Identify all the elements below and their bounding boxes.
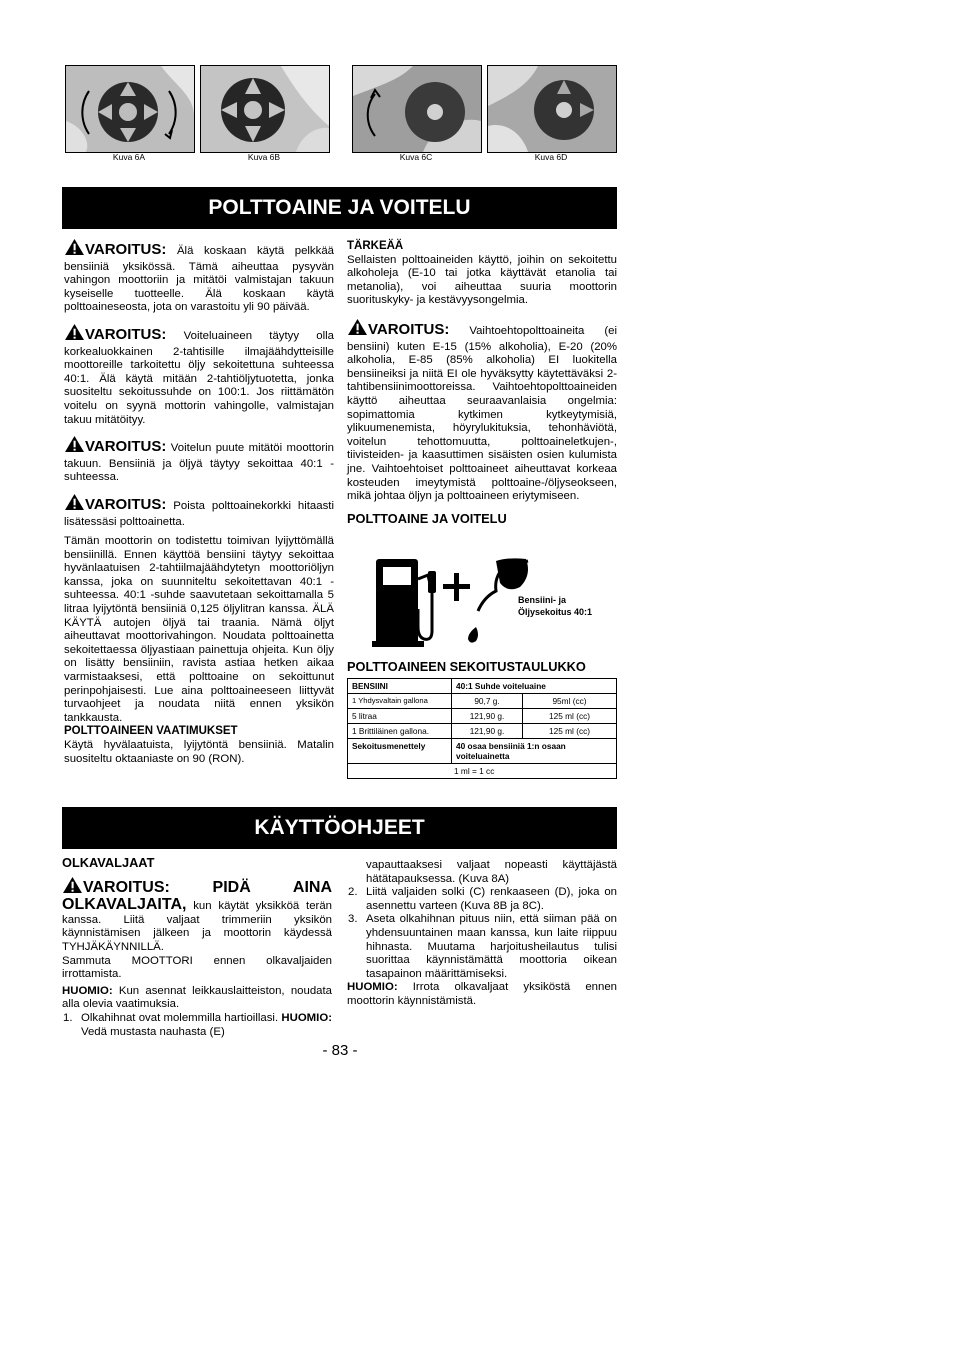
mix-label-line: Bensiini- ja — [518, 595, 567, 605]
figure-6d-photo — [487, 65, 617, 153]
mix-label — [518, 595, 592, 618]
table-cell: 125 ml (cc) — [523, 709, 617, 724]
figure-6b-photo — [200, 65, 330, 153]
table-header-cell: BENSIINI — [348, 679, 452, 694]
table-header-row — [348, 679, 617, 694]
figure-caption: Kuva 6A — [112, 152, 146, 162]
warning-text: Vaihtoehtopolttoaineita (ei bensiini) kuten E-15 (15% alkoholia), E-20 (20% alkoholia, E-85 (85% alkoholia) EI luokitella bensiineiksi ja niitä EI ole hyväksytty käytettäväksi 2-tahtibensiinimoottoreissa. Vaihtoehtopolttoaineiden käyttö aiheuttaa seuraavanlaisia ongelmia: sopimattomia kytkimen kytkeytymisiä, ylikuumenemista, höyrylukituksia, tehonhäviötä, voitelun tehottomuutta, polttoaineletkujen-, tiivisteiden- ja kaasuttimen sisäisten osien kulumista jne. Vaihtoehtoiset polttoaineet aiheuttavat korkeaa kosteuden imeytymistä polttoaine-/öljyseokseen, mikä johtaa öljyn ja polttoaineen eriytymiseen. — [347, 324, 617, 503]
important-text: Sellaisten polttoaineiden käyttö, joihin on sekoitettu alkoholeja (E-10 tai jotka käyttävät etanolia tai metanolia), voi aiheuttaa suuria moottorin suorituskyky- ja kestävyysongelmia. — [347, 253, 617, 307]
warning-label: VAROITUS: — [85, 438, 167, 456]
warning-triangle-icon — [347, 318, 368, 341]
figure-caption: Kuva 6C — [399, 152, 433, 162]
warning-triangle-icon — [64, 493, 85, 516]
list-item — [347, 886, 617, 913]
warning-text: Älä koskaan käytä pelkkää bensiiniä yksikössä. Tämä aiheuttaa pysyvän vahingon moottoriin ja mitätöi valmistajan takuun kyseiselle tuotteelle. Älä koskaan käytä polttoaineseosta, jota on varastoitu yli 90 päivää. — [64, 245, 334, 314]
fuel-lubrication-heading: POLTTOAINE JA VOITELU — [347, 510, 507, 526]
table-header-cell: 40:1 Suhde voiteluaine — [452, 679, 617, 694]
trimmer-head-6c-illustration — [353, 66, 481, 152]
warning-text: kun käytät yksikköä terän kanssa. Liitä valjaat trimmeriin yksikön käynnistämisen jälkeen ja moottorin käydessä TYHJÄKÄYNNILLÄ. — [62, 900, 332, 953]
step-continuation: vapauttaaksesi valjaat nopeasti käyttäjästä hätätapauksessa. (Kuva 8A) — [366, 859, 617, 885]
table-row — [348, 724, 617, 739]
figure-caption: Kuva 6B — [247, 152, 281, 162]
table-row — [348, 739, 617, 764]
warning-paragraph — [64, 323, 334, 427]
table-cell: 121,90 g. — [452, 724, 523, 739]
table-row — [348, 709, 617, 724]
table-cell: 125 ml (cc) — [523, 724, 617, 739]
warning-text: Poista polttoainekorkki hitaasti lisätessäsi polttoainetta. — [64, 499, 334, 528]
shoulder-harness-heading: OLKAVALJAAT — [62, 855, 155, 870]
note-label: HUOMIO: — [62, 984, 113, 997]
warning-paragraph — [64, 435, 334, 485]
warning-paragraph — [64, 493, 334, 529]
trimmer-head-6d-illustration — [488, 66, 616, 152]
section-title-operation: KÄYTTÖOHJEET — [62, 807, 617, 849]
note-paragraph — [62, 985, 332, 1012]
table-cell: 95ml (cc) — [523, 694, 617, 709]
warning-label: VAROITUS: — [85, 241, 167, 258]
section-title-fuel: POLTTOAINE JA VOITELU — [62, 187, 617, 229]
step-number: 1. — [63, 1011, 73, 1024]
mixing-table — [347, 678, 617, 779]
note-text: Kun asennat leikkauslaitteiston, noudata alla olevia vaatimuksia. — [62, 984, 332, 1011]
table-cell: 121,90 g. — [452, 709, 523, 724]
figure-caption: Kuva 6D — [534, 152, 568, 162]
step-number: 3. — [348, 913, 358, 926]
warning-paragraph — [347, 318, 617, 504]
stop-engine-text: Sammuta MOOTTORI ennen olkavaljaiden irrottamista. — [62, 954, 332, 981]
left-column — [64, 238, 334, 766]
step-text: Olkahihnat ovat molemmilla hartioillasi. — [81, 1011, 279, 1024]
table-footer-cell: 1 ml = 1 cc — [348, 764, 617, 779]
step-text: Liitä valjaiden solki (C) renkaaseen (D), joka on asennettu varteen (Kuva 8B ja 8C). — [366, 886, 617, 912]
warning-triangle-icon — [62, 876, 83, 899]
figure-6c-photo — [352, 65, 482, 153]
harness-steps — [347, 886, 617, 981]
operation-right-column — [347, 859, 617, 1009]
mix-label-line: Öljysekoitus 40:1 — [518, 606, 593, 617]
warning-label: VAROITUS: — [85, 495, 167, 513]
table-cell: 5 litraa — [348, 709, 452, 724]
note-text: Irrota olkavaljaat yksiköstä ennen moottorin käynnistämistä. — [347, 981, 618, 1007]
warning-triangle-icon — [64, 238, 85, 261]
important-heading: TÄRKEÄÄ — [347, 240, 404, 252]
page-number: - 83 - — [322, 1042, 358, 1059]
trimmer-head-6b-illustration — [201, 66, 329, 152]
step-number: 2. — [348, 886, 358, 899]
warning-label: VAROITUS: — [85, 325, 167, 343]
table-cell: Sekoitusmenettely — [348, 739, 452, 764]
warning-triangle-icon — [64, 323, 85, 346]
fuel-mixing-text: Tämän moottorin on todistettu toimivan lyijyttömällä bensiinillä. Ennen käyttöä bensiini täytyy sekoittaa hyvänlaatuisen 2-tahtiilmajäähdytetyn moottoriöljyn kanssa, joka on suunniteltu sekoitettavan 40:1 -suhteessa. 40:1 -suhde saavutetaan sekoittamalla 5 litraa lyijytöntä bensiiniä 0,125 öljylitran kanssa. ÄLÄ KÄYTÄ autojen öljyä tai traania. Nämä öljyt aiheuttavat moottorivahingon. Noudata polttoainetta sekoitettaessa öljyastiaan painettuja ohjeita. Kun öljy on lisätty bensiiniin, ravista astiaa hetken aikaa varmistaaksesi, että polttoaine on sekoittunut perinpohjaisesti. Lue aina polttoaineeseen liittyvät turvaohjeet ja noudata niitä ennen yksikön tankkausta. — [64, 535, 334, 724]
warning-triangle-icon — [64, 435, 85, 458]
table-cell: 1 Yhdysvaltain gallona — [348, 694, 452, 709]
table-row — [348, 694, 617, 709]
note-paragraph — [347, 981, 617, 1008]
warning-paragraph — [64, 238, 334, 315]
trimmer-head-6a-illustration — [66, 66, 194, 152]
table-cell: 40 osaa bensiiniä 1:n osaan voiteluainetta — [452, 739, 617, 764]
note-label: HUOMIO: — [347, 981, 398, 994]
warning-label: VAROITUS: — [368, 320, 450, 338]
harness-steps — [62, 1012, 332, 1039]
table-row — [348, 764, 617, 779]
note-label: HUOMIO: — [281, 1011, 332, 1024]
warning-label: VAROITUS: PIDÄ AINA OLKAVALJAITA, — [62, 878, 332, 914]
mixing-table-heading: POLTTOAINEEN SEKOITUSTAULUKKO — [347, 659, 586, 674]
fuel-requirements-text: Käytä hyvälaatuista, lyijytöntä bensiiniä. Matalin suositeltu oktaaniaste on 90 (RON). — [64, 739, 334, 765]
list-item — [347, 913, 617, 981]
figure-6a-photo — [65, 65, 195, 153]
warning-text: Voitelun puute mitätöi moottorin takuun. Bensiiniä ja öljyä täytyy sekoittaa 40:1 -suhteessa. — [64, 442, 334, 484]
operation-left-column — [62, 856, 332, 1039]
table-cell: 90,7 g. — [452, 694, 523, 709]
fuel-requirements-heading: POLTTOAINEEN VAATIMUKSET — [64, 725, 238, 738]
step-text: Aseta olkahihnan pituus niin, että siiman pää on yhdensuuntainen maan kanssa, kun laite riippuu hihnasta. Muutama harjoitusheilautus tulisi suorittaa käynnistämättä moottoria oikean tasapainon määrittämiseksi. — [366, 913, 617, 980]
list-item: 1. Olkahihnat ovat molemmilla hartioillasi. HUOMIO: Vedä mustasta nauhasta (E) — [63, 1011, 332, 1038]
warning-paragraph — [62, 876, 332, 955]
right-column — [347, 240, 617, 525]
warning-text: Voiteluaineen täytyy olla korkealuokkainen 2-tahtisille ilmajäähdytteisille moottoreille tarkoitettu öljy sekoitettuna suhteessa 40:1. Älä käytä mitään 2-tahtiöljytuotetta, jonka suositeltu sekoitussuhde on 100:1. Jos riittämätön voitelu on syynä mottorin vahingolle, valmistajan takuu mitätöityy. — [64, 329, 335, 426]
table-cell: 1 Brittiläinen gallona. — [348, 724, 452, 739]
